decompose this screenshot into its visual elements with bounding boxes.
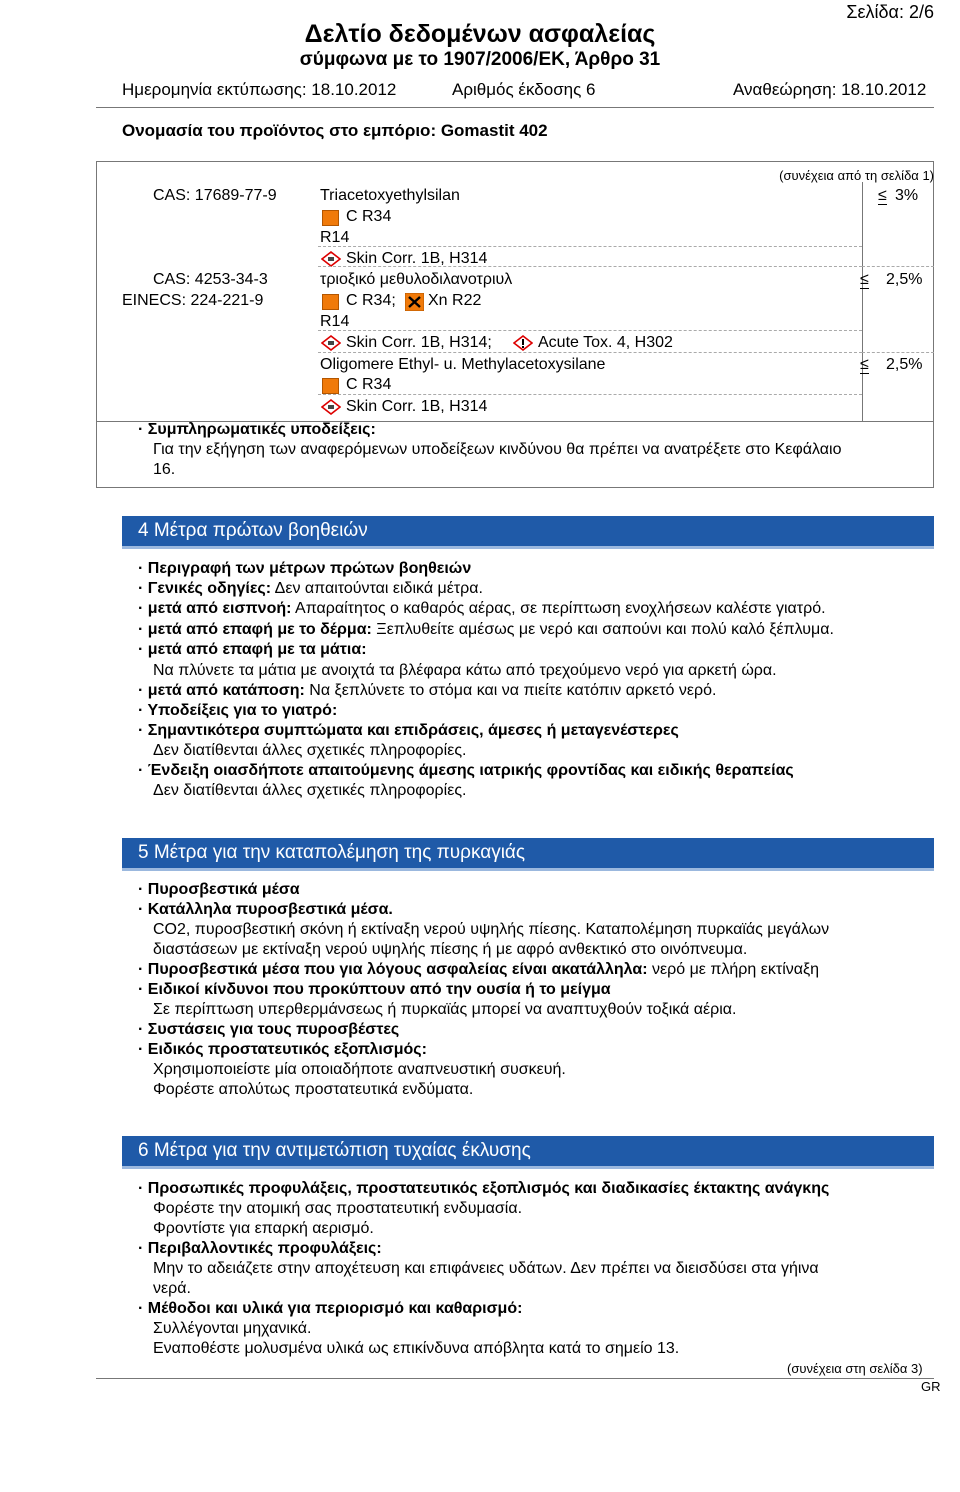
dsd-classification: C R34 bbox=[346, 208, 392, 225]
containment-methods-text: Συλλέγονται μηχανικά. bbox=[153, 1320, 312, 1337]
environmental-precautions-label: · Περιβαλλοντικές προφυλάξεις: bbox=[138, 1240, 382, 1257]
document-subtitle: σύμφωνα με το 1907/2006/ΕΚ, Άρθρο 31 bbox=[299, 49, 661, 70]
concentration: 2,5% bbox=[886, 356, 923, 373]
section-4-title: 4 Μέτρα πρώτων βοηθειών bbox=[138, 520, 368, 541]
clp-classification-2: Acute Tox. 4, H302 bbox=[538, 334, 673, 351]
header-divider bbox=[96, 107, 934, 108]
product-name: Ονομασία του προϊόντος στο εμπόριο: Gomastit 402 bbox=[122, 121, 548, 140]
supplementary-notes-text: Για την εξήγηση των αναφερόμενων υποδείξεων κινδύνου θα πρέπει να ανατρέξετε στο Κεφάλαιο bbox=[153, 441, 842, 458]
environmental-precautions-text: Μην το αδειάζετε στην αποχέτευση και επιφάνειες υδάτων. Δεν πρέπει να διεισδύσει στα γήινα bbox=[153, 1260, 819, 1277]
clp-classification: Skin Corr. 1B, H314 bbox=[346, 250, 488, 267]
symptoms-text: Δεν διατίθενται άλλες σχετικές πληροφορίες. bbox=[153, 742, 467, 759]
suitable-media-text: διαστάσεων με εκτίναξη νερού υψηλής πίεσης ή με αφρό ανθεκτικό στο οινόπνευμα. bbox=[153, 941, 748, 958]
footer-divider bbox=[96, 1378, 934, 1379]
environmental-precautions-text: νερά. bbox=[153, 1280, 191, 1297]
personal-precautions-text: Φορέστε την ατομική σας προστατευτική ενδυμασία. bbox=[153, 1200, 523, 1217]
clp-classification: Skin Corr. 1B, H314; bbox=[346, 334, 492, 351]
einecs-number: EINECS: 224-221-9 bbox=[122, 292, 264, 309]
supplementary-notes-text: 16. bbox=[153, 461, 176, 478]
suitable-media-text: CO2, πυροσβεστική σκόνη ή εκτίναξη νερού υψηλής πίεσης. Καταπολέμηση πυρκαϊάς μεγάλων bbox=[153, 921, 830, 938]
dsd-classification-2: Xn R22 bbox=[428, 292, 482, 309]
general-advice: · Γενικές οδηγίες: Δεν απαιτούνται ειδικά μέτρα. bbox=[138, 580, 483, 597]
first-aid-description: · Περιγραφή των μέτρων πρώτων βοηθειών bbox=[138, 560, 472, 577]
continued-to: (συνέχεια στη σελίδα 3) bbox=[787, 1361, 923, 1376]
skin-contact-advice: · μετά από επαφή με το δέρμα: Ξεπλυθείτε αμέσως με νερό και σαπούνι και πολύ καλό ξέπλυμα. bbox=[138, 621, 834, 638]
concentration: 2,5% bbox=[886, 271, 923, 288]
language-code: GR bbox=[921, 1379, 941, 1394]
row-separator bbox=[862, 266, 934, 267]
special-hazards-text: Σε περίπτωση υπερθερμάνσεως ή πυρκαϊάς μπορεί να αναπτυχθούν τοξικά αέρια. bbox=[153, 1001, 737, 1018]
supplementary-notes-title: · Συμπληρωματικές υποδείξεις: bbox=[138, 421, 376, 438]
eye-contact-label: · μετά από επαφή με τα μάτια: bbox=[138, 641, 367, 658]
row-separator bbox=[318, 246, 862, 247]
eye-contact-text: Να πλύνετε τα μάτια με ανοιχτά τα βλέφαρα κάτω από τρεχούμενο νερό για αρκετή ώρα. bbox=[153, 662, 777, 679]
cas-number: CAS: 17689-77-9 bbox=[153, 187, 277, 204]
section-5-title: 5 Μέτρα για την καταπολέμηση της πυρκαγιάς bbox=[138, 842, 526, 863]
doctor-notes-label: · Υποδείξεις για το γιατρό: bbox=[138, 702, 338, 719]
clp-classification: Skin Corr. 1B, H314 bbox=[346, 398, 488, 415]
cas-number: CAS: 4253-34-3 bbox=[153, 271, 268, 288]
revision-date: Αναθεώρηση: 18.10.2012 bbox=[733, 80, 927, 99]
substance-name: Triacetoxyethylsilan bbox=[320, 187, 460, 204]
concentration: 3% bbox=[895, 187, 919, 204]
corrosive-icon bbox=[322, 378, 339, 394]
corrosive-icon bbox=[322, 210, 339, 226]
risk-phrase: R14 bbox=[320, 313, 350, 330]
suitable-media-label: · Κατάλληλα πυροσβεστικά μέσα. bbox=[138, 901, 393, 918]
containment-methods-text: Εναποθέστε μολυσμένα υλικά ως επικίνδυνα απόβλητα κατά το σημείο 13. bbox=[153, 1340, 680, 1357]
ghs-corrosion-icon bbox=[321, 251, 341, 267]
row-separator bbox=[318, 330, 862, 331]
less-equal-sign: ≤ bbox=[860, 356, 869, 373]
substance-name: τριοξικό μεθυλοδιλανοτριυλ bbox=[320, 271, 513, 288]
less-equal-sign: ≤ bbox=[878, 187, 887, 204]
document-title: Δελτίο δεδομένων ασφαλείας bbox=[304, 20, 656, 48]
ghs-corrosion-icon bbox=[321, 399, 341, 415]
row-separator bbox=[862, 352, 934, 353]
row-separator bbox=[318, 352, 862, 353]
table-column-divider bbox=[862, 182, 863, 421]
continued-from: (συνέχεια από τη σελίδα 1) bbox=[779, 168, 934, 183]
ghs-corrosion-icon bbox=[321, 335, 341, 351]
symptoms-label: · Σημαντικότερα συμπτώματα και επιδράσεις, άμεσες ή μεταγενέστερες bbox=[138, 722, 679, 739]
personal-precautions-text: Φροντίστε για επαρκή αερισμό. bbox=[153, 1220, 374, 1237]
ghs-exclamation-icon bbox=[513, 335, 533, 351]
ingestion-advice: · μετά από κατάποση: Να ξεπλύνετε το στόμα και να πιείτε κατόπιν αρκετό νερό. bbox=[138, 682, 717, 699]
unsuitable-media: · Πυροσβεστικά μέσα που για λόγους ασφαλείας είναι ακατάλληλα: νερό με πλήρη εκτίναξη bbox=[138, 961, 820, 978]
protective-equipment-text: Φορέστε απολύτως προστατευτικά ενδύματα. bbox=[153, 1081, 474, 1098]
protective-equipment-text: Χρησιμοποιείστε μία οποιαδήποτε αναπνευστική συσκευή. bbox=[153, 1061, 566, 1078]
dsd-classification: C R34 bbox=[346, 376, 392, 393]
page-number: Σελίδα: 2/6 bbox=[846, 2, 934, 22]
corrosive-icon bbox=[322, 294, 339, 310]
row-separator bbox=[318, 266, 862, 267]
treatment-text: Δεν διατίθενται άλλες σχετικές πληροφορίες. bbox=[153, 782, 467, 799]
protective-equipment-label: · Ειδικός προστατευτικός εξοπλισμός: bbox=[138, 1041, 427, 1058]
dsd-classification: C R34; bbox=[346, 292, 396, 309]
row-separator bbox=[318, 394, 862, 395]
print-date: Ημερομηνία εκτύπωσης: 18.10.2012 bbox=[122, 80, 397, 99]
version-number: Αριθμός έκδοσης 6 bbox=[452, 80, 596, 99]
firefighter-advice-label: · Συστάσεις για τους πυροσβέστες bbox=[138, 1021, 400, 1038]
special-hazards-label: · Ειδικοί κίνδυνοι που προκύπτουν από την ουσία ή το μείγμα bbox=[138, 981, 611, 998]
risk-phrase: R14 bbox=[320, 229, 350, 246]
inhalation-advice: · μετά από εισπνοή: Απαραίτητος ο καθαρός αέρας, σε περίπτωση ενοχλήσεων καλέστε γιατρό. bbox=[138, 600, 826, 617]
harmful-icon bbox=[405, 293, 424, 311]
section-6-title: 6 Μέτρα για την αντιμετώπιση τυχαίας έκλυσης bbox=[138, 1140, 531, 1161]
personal-precautions-label: · Προσωπικές προφυλάξεις, προστατευτικός εξοπλισμός και διαδικασίες έκτακτης ανάγκης bbox=[138, 1180, 830, 1197]
extinguishing-media-label: · Πυροσβεστικά μέσα bbox=[138, 881, 300, 898]
containment-methods-label: · Μέθοδοι και υλικά για περιορισμό και καθαρισμό: bbox=[138, 1300, 523, 1317]
less-equal-sign: ≤ bbox=[860, 271, 869, 288]
treatment-label: · Ένδειξη οιασδήποτε απαιτούμενης άμεσης ιατρικής φροντίδας και ειδικής θεραπείας bbox=[138, 762, 794, 779]
substance-name: Oligomere Ethyl- u. Methylacetoxysilane bbox=[320, 356, 606, 373]
